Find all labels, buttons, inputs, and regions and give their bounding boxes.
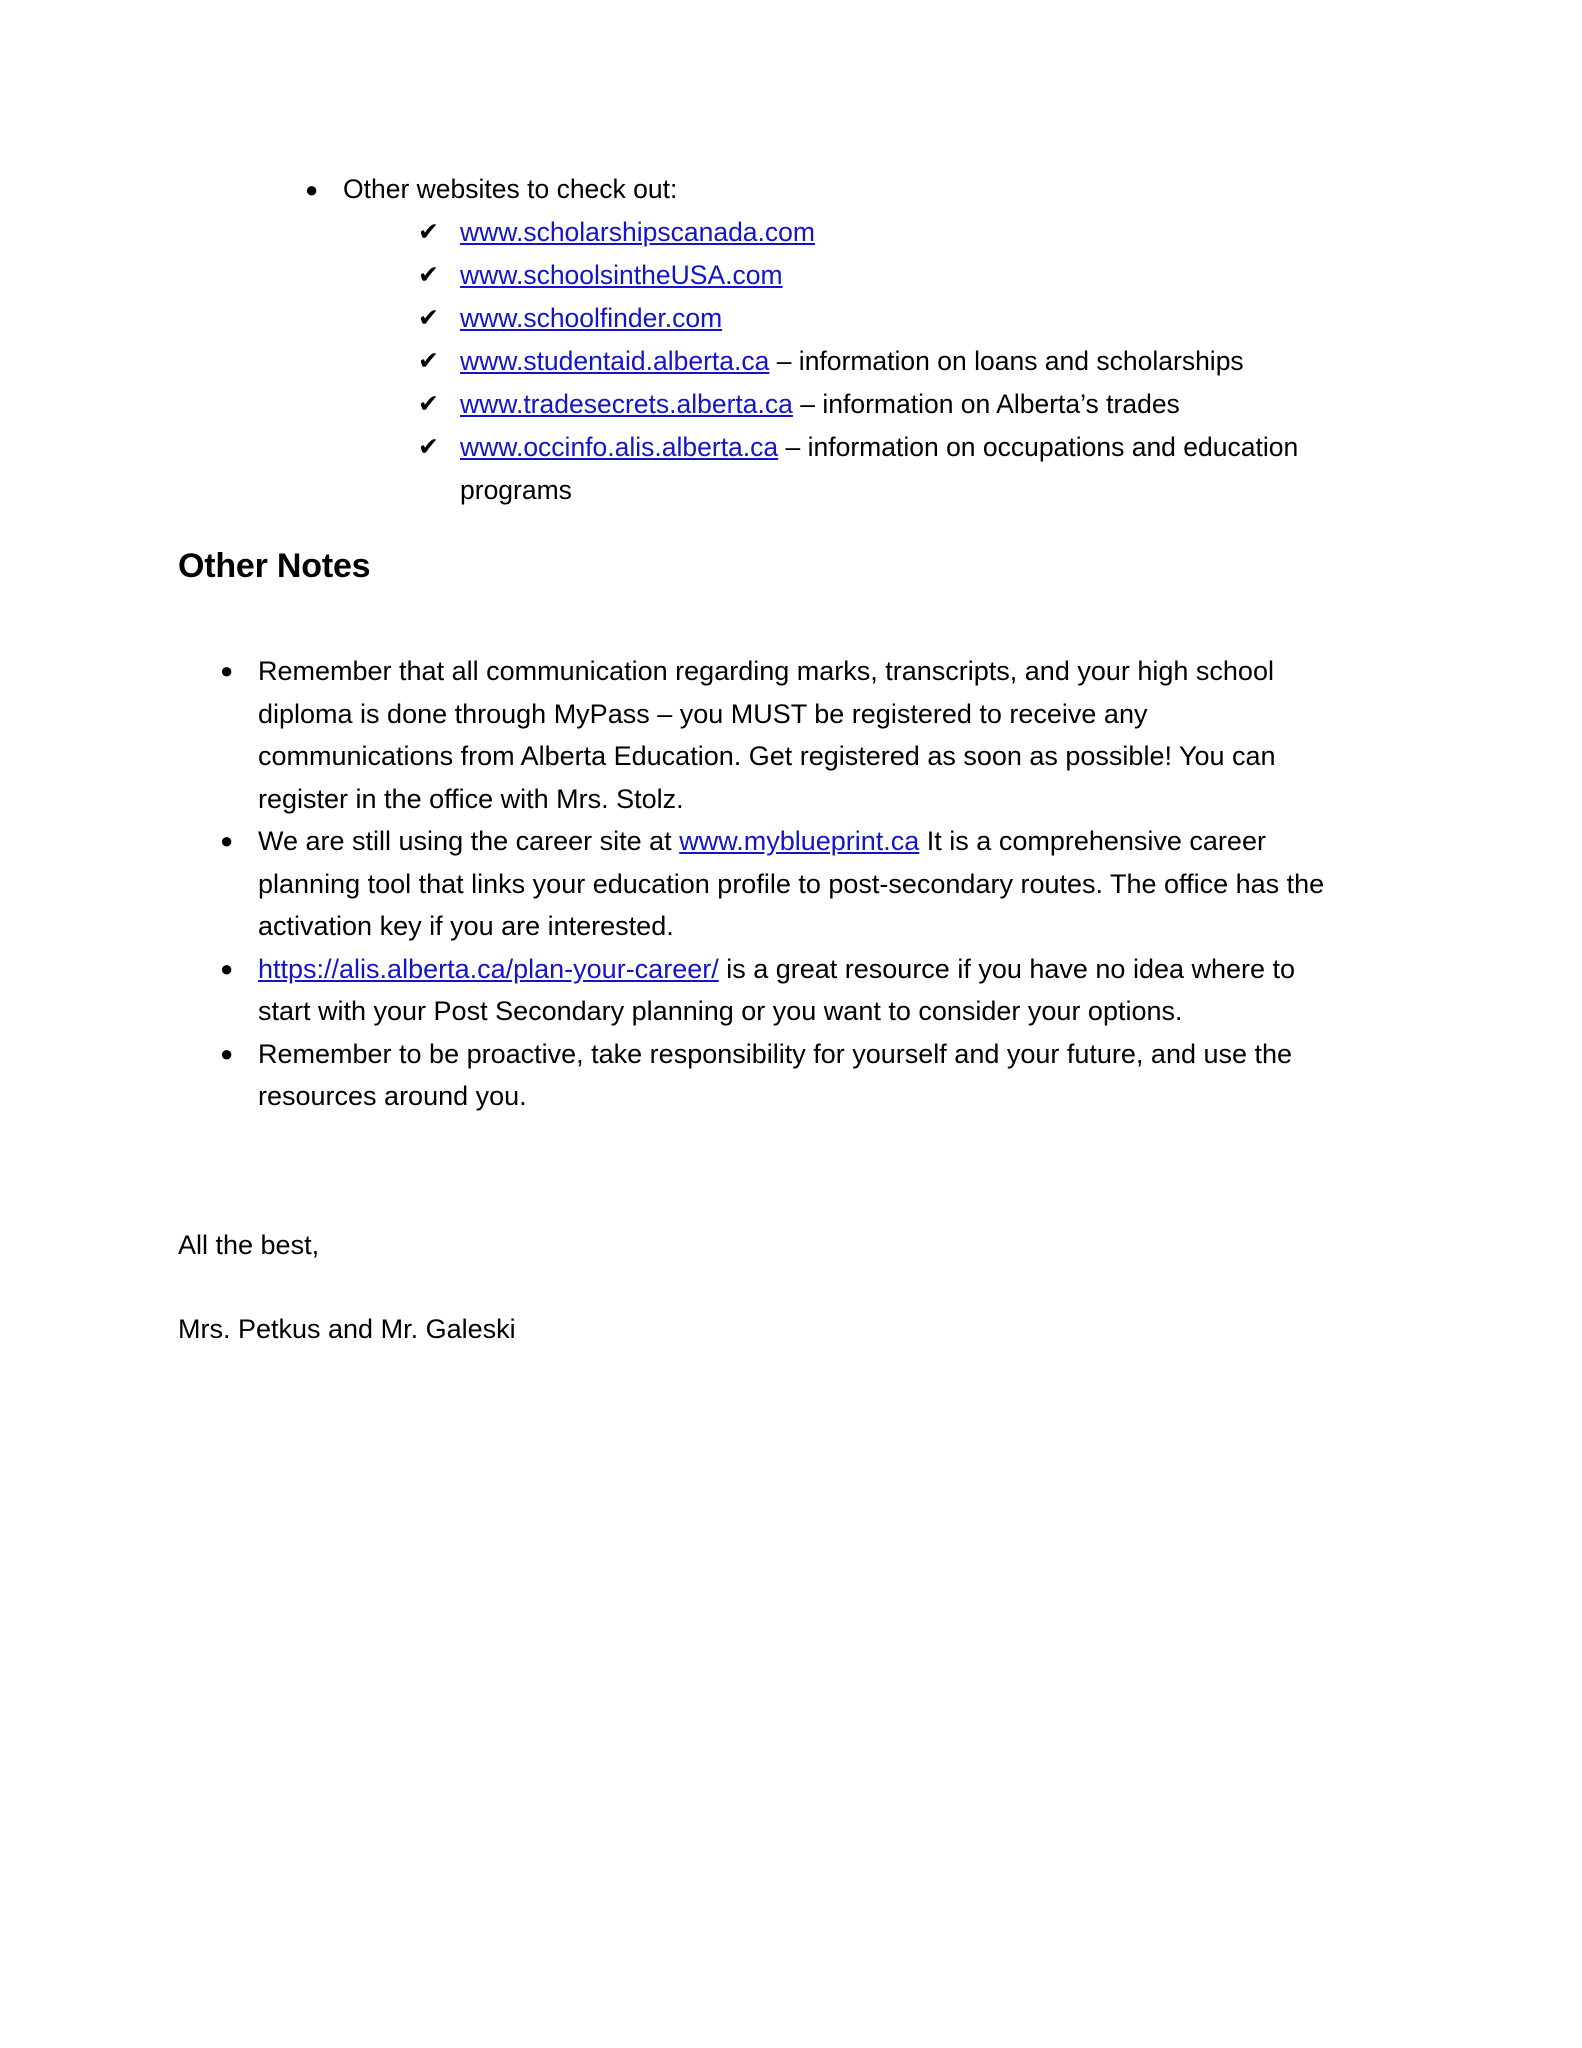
link-scholarshipscanada[interactable]: www.scholarshipscanada.com — [460, 217, 815, 247]
closing-block — [178, 1224, 1408, 1351]
link-studentaid-alberta[interactable]: www.studentaid.alberta.ca — [460, 346, 770, 376]
bullet-dot-icon: ● — [220, 658, 234, 683]
bullet-dot-icon: ● — [220, 828, 234, 853]
checkmark-icon: ✔ — [418, 218, 439, 246]
list-item — [418, 254, 1408, 297]
website-entry — [460, 340, 1408, 383]
other-notes-list — [220, 650, 1408, 1118]
bullet-dot-icon: ● — [220, 955, 234, 981]
link-occinfo-alis-alberta[interactable]: www.occinfo.alis.alberta.ca — [460, 432, 779, 462]
website-description: – information on loans and scholarships — [769, 346, 1244, 376]
note-pre-text: We are still using the career site at — [258, 826, 680, 856]
website-entry — [460, 426, 1408, 512]
link-schoolfinder[interactable]: www.schoolfinder.com — [460, 303, 723, 333]
note-pre-text: Remember that all communication regarding marks, transcripts, and your high school diploma is done through MyPass – you MUST be registered to receive any communications from Alberta Education. Get registered as soon as possible! You can register in the office with Mrs. Stolz. — [258, 656, 1276, 814]
list-item — [220, 1033, 1408, 1118]
closing-signature: Mrs. Petkus and Mr. Galeski — [178, 1314, 516, 1344]
bullet-dot-icon: ● — [220, 1040, 234, 1066]
link-schoolsintheusa[interactable]: www.schoolsintheUSA.com — [460, 260, 783, 290]
website-check-list — [418, 211, 1408, 512]
list-item — [418, 426, 1408, 512]
note-post-text: It is a comprehensive career planning tool that links your education profile to post-secondary routes. The office has the activation key if you are interested. — [258, 826, 1325, 941]
list-item-other-websites — [305, 168, 1408, 211]
bullet-dot-icon: ● — [305, 177, 319, 202]
website-entry — [460, 254, 1408, 297]
list-item — [418, 383, 1408, 426]
note-text — [258, 820, 1348, 948]
checkmark-icon: ✔ — [418, 261, 439, 289]
list-item — [220, 650, 1408, 820]
link-alis-plan-your-career[interactable]: https://alis.alberta.ca/plan-your-career/ — [258, 953, 719, 984]
other-websites-label: Other websites to check out: — [343, 174, 678, 204]
list-item — [418, 297, 1408, 340]
note-text — [258, 948, 1348, 1033]
link-tradesecrets-alberta[interactable]: www.tradesecrets.alberta.ca — [460, 389, 793, 419]
website-description: – information on occupations and education programs — [460, 432, 1299, 505]
note-post-text: is a great resource if you have no idea where to start with your Post Secondary planning or you want to consider your options. — [258, 953, 1296, 1026]
page-title: Other Notes — [178, 547, 371, 585]
list-item — [418, 211, 1408, 254]
website-entry — [460, 297, 1408, 340]
link-myblueprint[interactable]: www.myblueprint.ca — [679, 826, 920, 856]
checkmark-icon: ✔ — [418, 433, 439, 461]
list-item — [418, 340, 1408, 383]
website-entry — [460, 383, 1408, 426]
websites-list — [178, 168, 1408, 512]
checkmark-icon: ✔ — [418, 347, 439, 375]
note-pre-text: Remember to be proactive, take responsibility for yourself and your future, and use the resources around you. — [258, 1038, 1293, 1111]
website-entry — [460, 211, 1408, 254]
checkmark-icon: ✔ — [418, 390, 439, 418]
note-text — [258, 650, 1348, 820]
list-item — [220, 948, 1408, 1033]
note-text — [258, 1033, 1348, 1118]
list-item — [220, 820, 1408, 948]
website-description: – information on Alberta’s trades — [792, 389, 1180, 419]
closing-salutation: All the best, — [178, 1229, 320, 1260]
document-body — [178, 168, 1408, 1393]
checkmark-icon: ✔ — [418, 304, 439, 332]
